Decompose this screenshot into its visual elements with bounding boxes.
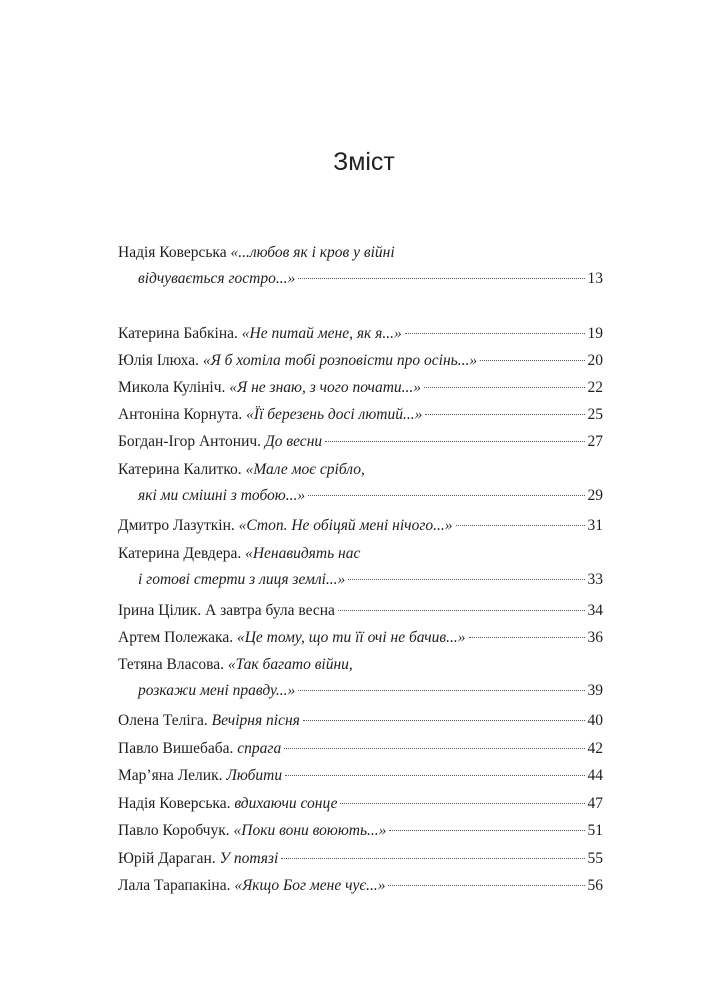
toc-page-number: 25 [587,406,603,423]
toc-leader-dots [456,525,585,526]
toc-line [118,652,603,678]
toc-line [118,708,603,734]
toc-leader-dots [388,885,584,886]
toc-entry [118,791,603,817]
toc-leader-dots [389,830,584,831]
toc-line [118,541,603,567]
toc-leader-dots [298,690,584,691]
toc-leader-dots [285,775,584,776]
toc-author: Богдан-Ігор Антонич. [118,433,262,450]
toc-author: Павло Коробчук. [118,822,230,839]
toc-line [118,429,603,455]
toc-author: Микола Кулініч. [118,379,226,396]
toc-leader-dots [284,748,584,749]
toc-title: «Поки вони воюють...» [233,822,387,839]
toc-entry [118,846,603,872]
toc-line [118,375,603,401]
toc-title: «Ненавидять нас [245,545,361,562]
toc-title: «Її березень досі лютий...» [246,406,423,423]
toc-author: Тетяна Власова. [118,656,224,673]
toc-page-number: 29 [587,487,603,504]
toc-author: Надія Коверська. [118,795,231,812]
toc-title: «...любов як і кров у війні [230,244,395,261]
toc-author: Ірина Цілик. А завтра була весна [118,602,335,619]
toc-page-number: 42 [587,740,603,757]
toc-leader-dots [325,441,584,442]
toc-author: Мар’яна Лелик. [118,767,223,784]
toc-author: Антоніна Корнута. [118,406,243,423]
toc-leader-dots [480,360,584,361]
toc-entry [118,652,603,704]
toc-title: «Якщо Бог мене чує...» [234,877,386,894]
toc-title: «Мале моє срібло, [245,461,365,478]
toc-entry [118,375,603,401]
toc-line [118,513,603,539]
toc-line-continuation [118,678,603,704]
toc-author: Катерина Девдера. [118,545,242,562]
toc-title: «Це тому, що ти її очі не бачив...» [236,629,466,646]
toc-line [118,457,603,483]
toc-entry [118,240,603,292]
toc-page-number: 19 [587,325,603,342]
toc-entry [118,763,603,789]
toc-page-number: 36 [587,629,603,646]
toc-title: «Так багато війни, [227,656,353,673]
toc-title: вдихаючи сонце [234,795,338,812]
toc-leader-dots [338,610,585,611]
toc-page-number: 34 [587,602,603,619]
toc-title: «Я б хотіла тобі розповісти про осінь...» [202,352,478,369]
toc-entry [118,818,603,844]
toc-title-continuation: які ми смішні з тобою...» [138,487,306,504]
toc-line [118,791,603,817]
toc-page-number: 44 [587,767,603,784]
page-title: Зміст [333,148,395,176]
toc-page-number: 22 [587,379,603,396]
toc-page-number: 13 [587,270,603,287]
toc-leader-dots [348,579,584,580]
toc-page-number: 27 [587,433,603,450]
toc-author: Надія Коверська [118,244,227,261]
toc-author: Юрій Дараган. [118,850,216,867]
toc-page-number: 40 [587,712,603,729]
toc-author: Артем Полежака. [118,629,234,646]
toc-author: Катерина Калитко. [118,461,242,478]
toc-line-continuation [118,567,603,593]
toc-page-number: 51 [587,822,603,839]
toc-line-continuation [118,266,603,292]
toc-title: «Я не знаю, з чого почати...» [229,379,422,396]
toc-page-number: 56 [587,877,603,894]
toc-entry [118,708,603,734]
toc-leader-dots [405,333,585,334]
toc-leader-dots [424,387,584,388]
toc-entry [118,541,603,593]
toc-line [118,240,603,266]
toc-title: «Стоп. Не обіцяй мені нічого...» [238,517,453,534]
toc-leader-dots [340,803,584,804]
toc-author: Катерина Бабкіна. [118,325,238,342]
toc-page-number: 55 [587,850,603,867]
toc-entry [118,429,603,455]
toc-title: У потязі [219,850,279,867]
toc-line [118,598,603,624]
toc-page-number: 39 [587,682,603,699]
toc-title-continuation: і готові стерти з лиця землі...» [138,571,346,588]
toc-author: Павло Вишебаба. [118,740,234,757]
toc-entry [118,873,603,899]
toc-title-continuation: відчувається гостро...» [138,270,296,287]
toc-leader-dots [425,414,584,415]
toc-line [118,402,603,428]
toc-leader-dots [281,858,584,859]
toc-page-number: 20 [587,352,603,369]
toc-line [118,625,603,651]
toc-line-continuation [118,483,603,509]
toc-leader-dots [308,495,584,496]
toc-entry [118,321,603,347]
toc-leader-dots [469,637,585,638]
toc-line [118,873,603,899]
toc-title: «Не питай мене, як я...» [241,325,402,342]
toc-page-number: 33 [587,571,603,588]
toc-title-continuation: розкажи мені правду...» [138,682,296,699]
toc-entry [118,625,603,651]
toc-entry [118,348,603,374]
toc-line [118,348,603,374]
toc-leader-dots [303,720,585,721]
toc-title: спрага [237,740,282,757]
toc-author: Юлія Ілюха. [118,352,199,369]
toc-line [118,321,603,347]
toc-leader-dots [298,278,584,279]
toc-line [118,736,603,762]
toc-title: Любити [226,767,283,784]
toc-author: Дмитро Лазуткін. [118,517,235,534]
toc-line [118,763,603,789]
toc-author: Лала Тарапакіна. [118,877,231,894]
toc-entry [118,598,603,624]
toc-title: До весни [264,433,323,450]
toc-author: Олена Теліга. [118,712,208,729]
toc-page-number: 31 [587,517,603,534]
toc-entry [118,402,603,428]
toc-line [118,818,603,844]
toc-entry [118,736,603,762]
toc-entry [118,513,603,539]
toc-line [118,846,603,872]
toc-entry [118,457,603,509]
toc-page-number: 47 [587,795,603,812]
toc-title: Вечірня пісня [211,712,300,729]
